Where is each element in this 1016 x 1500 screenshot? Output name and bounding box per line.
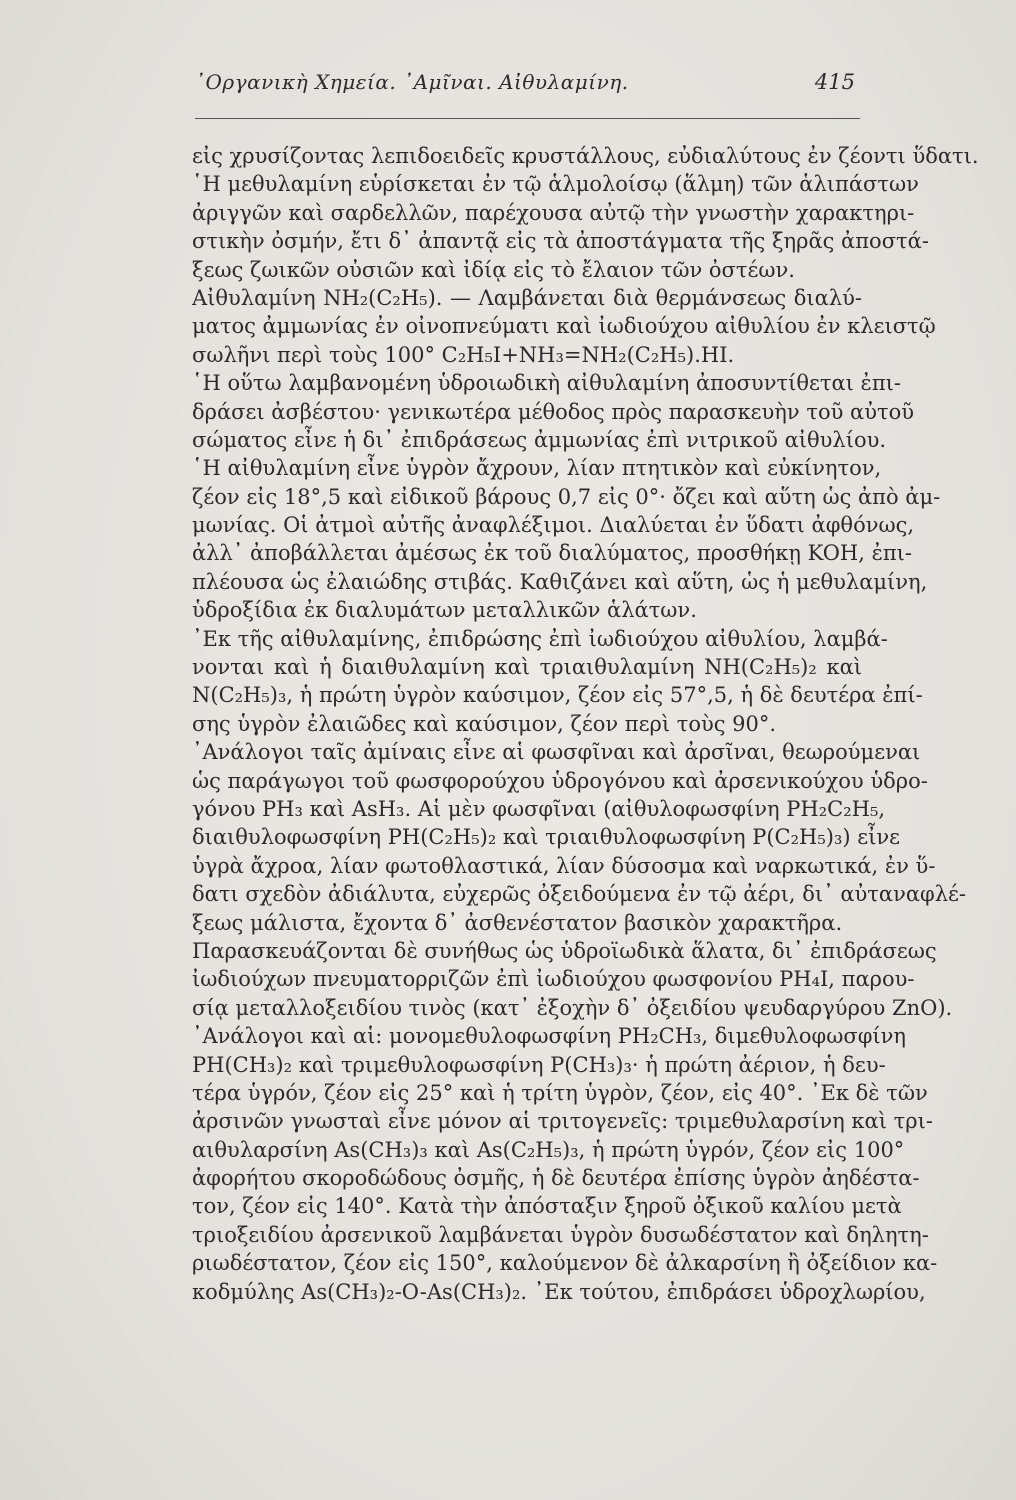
text-line: ἀλλ᾿ ἀποβάλλεται ἀμέσως ἐκ τοῦ διαλύματος, προσθήκῃ KOH, ἐπι- <box>192 541 912 566</box>
text-line: σώματος εἶνε ἡ δι᾿ ἐπιδράσεως ἀμμωνίας ἐπὶ νιτρικοῦ αἰθυλίου. <box>192 427 887 452</box>
text-line: στικὴν ὀσμήν, ἔτι δ᾿ ἀπαντᾷ εἰς τὰ ἀποστάγματα τῆς ξηρᾶς ἀποστά- <box>192 229 929 254</box>
text-line: ἀφορήτου σκοροδώδους ὀσμῆς, ἡ δὲ δευτέρα ἐπίσης ὑγρὸν ἀηδέστα- <box>192 1166 920 1191</box>
text-line: σης ὑγρὸν ἐλαιῶδες καὶ καύσιμον, ζέον περὶ τοὺς 90°. <box>192 711 777 736</box>
text-line: ῾Η οὕτω λαμβανομένη ὑδροιωδικὴ αἰθυλαμίνη ἀποσυντίθεται ἐπι- <box>192 371 901 396</box>
text-line: ριωδέστατον, ζέον εἰς 150°, καλούμενον δὲ ἀλκαρσίνη ἢ ὀξείδιον κα- <box>192 1251 938 1276</box>
page-number: 415 <box>814 70 855 94</box>
text-line: κοδμύλης As(CH₃)₂-O-As(CH₃)₂. ᾿Εκ τούτου, ἐπιδράσει ὑδροχλωρίου, <box>192 1279 926 1304</box>
text-line: ὑδροξίδια ἐκ διαλυμάτων μεταλλικῶν ἁλάτων. <box>192 598 697 623</box>
text-line: τον, ζέον εἰς 140°. Κατὰ τὴν ἀπόσταξιν ξηροῦ ὀξικοῦ καλίου μετὰ <box>192 1194 902 1219</box>
text-line: ἀρσινῶν γνωσταὶ εἶνε μόνον αἱ τριτογενεῖς: τριμεθυλαρσίνη καὶ τρι- <box>192 1109 933 1134</box>
text-line: τέρα ὑγρόν, ζέον εἰς 25° καὶ ἡ τρίτη ὑγρὸν, ζέον, εἰς 40°. ᾿Εκ δὲ τῶν <box>192 1080 928 1105</box>
body-text <box>192 142 979 1306</box>
text-line: ὡς παράγωγοι τοῦ φωσφορούχου ὑδρογόνου καὶ ἀρσενικούχου ὑδρο- <box>192 768 928 793</box>
text-line: εἰς χρυσίζοντας λεπιδοειδεῖς κρυστάλλους, εὐδιαλύτους ἐν ζέοντι ὕδατι. <box>192 144 979 168</box>
text-line: σίᾳ μεταλλοξειδίου τινὸς (κατ᾿ ἐξοχὴν δ᾿ ὀξειδίου ψευδαργύρου ZnO). <box>192 995 953 1020</box>
page-header <box>195 70 855 110</box>
running-head: ᾿Οργανικὴ Χημεία. ᾿Αμῖναι. Αἰθυλαμίνη. <box>195 70 629 94</box>
text-line: πλέουσα ὡς ἐλαιώδης στιβάς. Καθιζάνει καὶ αὕτη, ὡς ἡ μεθυλαμίνη, <box>192 569 928 594</box>
text-line: αιθυλαρσίνη As(CH₃)₃ καὶ As(C₂H₅)₃, ἡ πρώτη ὑγρόν, ζέον εἰς 100° <box>192 1137 905 1162</box>
text-line: μωνίας. Οἱ ἀτμοὶ αὐτῆς ἀναφλέξιμοι. Διαλύεται ἐν ὕδατι ἀφθόνως, <box>192 513 915 538</box>
text-line: ῾Η αἰθυλαμίνη εἶνε ὑγρὸν ἄχρουν, λίαν πτητικὸν καὶ εὐκίνητον, <box>192 456 882 481</box>
text-line: ᾿Ανάλογοι ταῖς ἀμίναις εἶνε αἱ φωσφῖναι καὶ ἀρσῖναι, θεωρούμεναι <box>192 740 921 765</box>
header-rule <box>195 118 860 119</box>
text-line: Αἰθυλαμίνη NH₂(C₂H₅). — Λαμβάνεται διὰ θερμάνσεως διαλύ- <box>192 285 862 310</box>
text-line: ᾿Εκ τῆς αἰθυλαμίνης, ἐπιδρώσης ἐπὶ ἰωδιούχου αἰθυλίου, λαμβά- <box>192 626 888 651</box>
text-line: ξεως ζωικῶν οὐσιῶν καὶ ἰδίᾳ εἰς τὸ ἔλαιον τῶν ὀστέων. <box>192 257 795 282</box>
text-line: ματος ἀμμωνίας ἐν οἰνοπνεύματι καὶ ἰωδιούχου αἰθυλίου ἐν κλειστῷ <box>192 314 936 339</box>
text-line: ἀριγγῶν καὶ σαρδελλῶν, παρέχουσα αὐτῷ τὴν γνωστὴν χαρακτηρι- <box>192 200 915 225</box>
text-line: τριοξειδίου ἀρσενικοῦ λαμβάνεται ὑγρὸν δυσωδέστατον καὶ δηλητη- <box>192 1222 929 1247</box>
text-line: σωλῆνι περὶ τοὺς 100° C₂H₅I+NH₃=NH₂(C₂H₅).HI. <box>192 342 735 367</box>
text-line: PH(CH₃)₂ καὶ τριμεθυλοφωσφίνη P(CH₃)₃· ἡ πρώτη ἀέριον, ἡ δευ- <box>192 1052 886 1077</box>
text-line: δράσει ἀσβέστου· γενικωτέρα μέθοδος πρὸς παρασκευὴν τοῦ αὐτοῦ <box>192 399 914 424</box>
text-line: ῾Η μεθυλαμίνη εὑρίσκεται ἐν τῷ ἁλμολοίσῳ (ἅλμη) τῶν ἁλιπάστων <box>192 172 919 197</box>
text-line: ᾿Ανάλογοι καὶ αἱ: μονομεθυλοφωσφίνη PH₂CH₃, διμεθυλοφωσφίνη <box>192 1024 906 1049</box>
text-line: δατι σχεδὸν ἀδιάλυτα, εὐχερῶς ὀξειδούμενα ἐν τῷ ἀέρι, δι᾿ αὐταναφλέ- <box>192 882 967 907</box>
text-line: ἰωδιούχων πνευματορριζῶν ἐπὶ ἰωδιούχου φωσφονίου PH₄I, παρου- <box>192 967 915 992</box>
text-line: N(C₂H₅)₃, ἡ πρώτη ὑγρὸν καύσιμον, ζέον εἰς 57°,5, ἡ δὲ δευτέρα ἐπί- <box>192 683 923 708</box>
text-line: γόνου PH₃ καὶ AsH₃. Αἱ μὲν φωσφῖναι (αἰθυλοφωσφίνη PH₂C₂H₅, <box>192 796 886 821</box>
text-line: νονται καὶ ἡ διαιθυλαμίνη καὶ τριαιθυλαμίνη NH(C₂H₅)₂ καὶ <box>192 655 862 680</box>
text-line: διαιθυλοφωσφίνη PH(C₂H₅)₂ καὶ τριαιθυλοφωσφίνη P(C₂H₅)₃) εἶνε <box>192 825 901 850</box>
text-line: ὑγρὰ ἄχροα, λίαν φωτοθλαστικά, λίαν δύσοσμα καὶ ναρκωτικά, ἐν ὕ- <box>192 853 936 878</box>
text-line: ξεως μάλιστα, ἔχοντα δ᾿ ἀσθενέστατον βασικὸν χαρακτῆρα. <box>192 910 843 935</box>
text-line: ζέον εἰς 18°,5 καὶ εἰδικοῦ βάρους 0,7 εἰς 0°· ὄζει καὶ αὕτη ὡς ἀπὸ ἀμ- <box>192 484 941 509</box>
text-line: Παρασκευάζονται δὲ συνήθως ὡς ὑδροϊωδικὰ ἅλατα, δι᾿ ἐπιδράσεως <box>192 938 937 963</box>
